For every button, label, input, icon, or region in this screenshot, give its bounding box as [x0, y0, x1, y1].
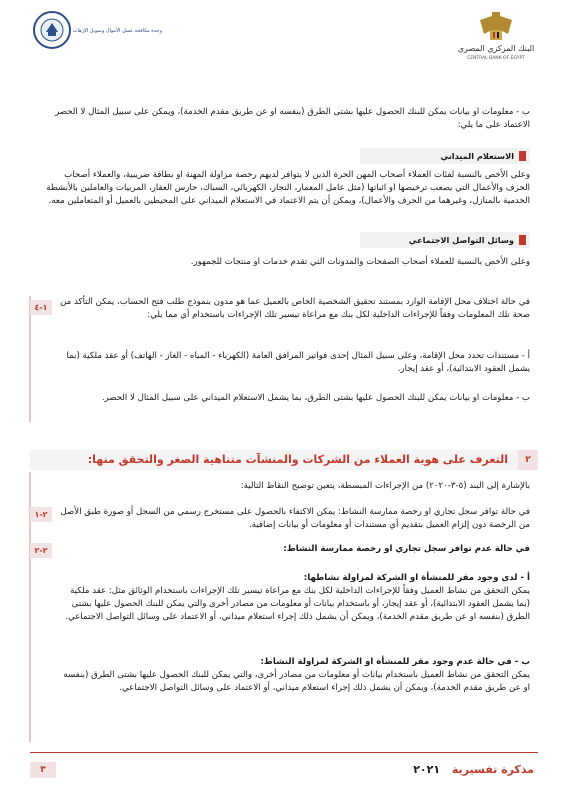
subheading-label: الاستعلام الميداني — [440, 151, 514, 161]
footer-rule — [30, 752, 538, 753]
unit-logo-text: وحدة مكافحة غسل الأموال وتمويل الإرهاب — [72, 28, 162, 34]
item-2-2-option-b-title: ب - في حالة عدم وجود مقر للمنشأة او الشركة لمزاولة النشاط: — [260, 657, 530, 667]
section-2-intro: بالإشارة إلى البند (٥-٣-٢٠٢٠) من الإجراءات المبسطة، يتعين توضيح النقاط التالية: — [240, 481, 530, 491]
subheading-marker — [519, 235, 526, 245]
footer-doc-title: مذكرة تفسيرية — [451, 763, 534, 776]
item-2-2-option-a-title: أ - لدى وجود مقر للمنشأة او الشركة لمزاولة نشاطها: — [303, 573, 530, 583]
page-number: ٣ — [30, 762, 56, 778]
footer-title — [413, 760, 534, 780]
block1-paragraph: ب - معلومات او بيانات يمكن للبنك الحصول عليها بشتى الطرق (بنفسه او عن طريق مقدم الخدمة)، ويمكن على سبيل المثال لا الحصر الاعتماد على ما يلي: — [55, 107, 530, 131]
item-2-2-number: ٢-٢ — [30, 543, 52, 558]
unit-logo — [32, 10, 72, 50]
bank-name-ar: البنك المركزي المصري — [457, 44, 535, 53]
eagle-emblem-icon — [456, 10, 536, 44]
social-media-paragraph: وعلى الأخص بالنسبة للعملاء أصحاب الصفحات والمدونات التي تقدم خدمات او منتجات للجمهور. — [190, 257, 530, 267]
item-1-4-option-b: ب - معلومات او بيانات يمكن للبنك الحصول عليها بشتى الطرق، بما يشمل الاستعلام الميداني على سبيل المثال لا الحصر. — [101, 393, 530, 403]
unit-seal-icon — [32, 10, 72, 50]
central-bank-logo — [456, 10, 536, 64]
item-2-2-option-b-paragraph: يمكن التحقق من نشاط العميل باستخدام بيانات أو معلومات من مصادر أخرى، والتي يمكن للبنك الحصول عليها بشتى الطرق (بنفسه او عن طريق مقدم الخدمة)، ويمكن أن يشمل ذلك إجراء استعلام ميداني، أو الاعتماد على وسائل التواصل الاجتماعي. — [63, 670, 530, 694]
item-2-2-option-a-paragraph: يمكن التحقق من نشاط العميل وفقاً للإجراءات الداخلية لكل بنك مع مراعاة تيسير تلك الإجراءات باستخدام الوثائق مثل: عقد ملكية (بما يشمل العقود الابتدائية)، أو عقد إيجار، أو باستخدام بيانات أو معلومات من مصادر أخرى والتي يمكن للبنك الحصول عليها بشتى الطرق (بنفسه او عن طريق مقدم الخدمة)، ويمكن أن يشمل ذلك إجراء استعلام ميداني، أو الاعتماد على وسائل التواصل الاجتماعي. — [65, 586, 530, 623]
subheading-field-inquiry — [360, 148, 530, 164]
section-2-number: ٢ — [518, 450, 538, 470]
footer-year: ٢٠٢١ — [413, 763, 441, 776]
item-1-4-number: ١-٤ — [30, 300, 52, 315]
item-1-4-paragraph: في حالة اختلاف محل الإقامة الوارد بمستند تحقيق الشخصية الخاص بالعميل عما هو مدون بنموذج طلب فتح الحساب، يمكن التأكد من صحة تلك المعلومات وفقاً للإجراءات الداخلية لكل بنك مع مراعاة تيسير تلك الإجراءات باستخدام أي مما يلي: — [60, 297, 530, 321]
item-2-1-paragraph: في حالة توافر سجل تجاري او رخصة ممارسة النشاط: يمكن الاكتفاء بالحصول على مستخرج رسمي من السجل أو صورة طبق الأصل من الرخصة دون إلزام العميل بتقديم أي مستندات أو معلومات أو بيانات إضافية. — [60, 507, 530, 531]
item-2-2-paragraph: في حالة عدم توافر سجل تجاري او رخصة ممارسة النشاط: — [283, 544, 530, 554]
item-1-4-option-a: أ - مستندات تحدد محل الإقامة، وعلى سبيل المثال إحدى فواتير المرافق العامة (الكهرباء - المياه - الغاز - الهاتف) أو عقد ملكية (بما يشمل العقود الابتدائية)، أو عقد إيجار. — [66, 351, 530, 375]
field-inquiry-paragraph: وعلى الأخص بالنسبة لفئات العملاء أصحاب المهن الحرة الذين لا يتوافر لديهم رخصة مزاولة المهنة او بطاقة ضريبية، والعملاء أصحاب الحرف والأعمال التي يصعب ترخيصها او اثباتها (مثل عامل المعمار، النجار، الكهربائي، السباك، حارس العقار، المربيات والعاملين بالأنشطة الخدمية بالمنازل، وغيرهما من الحرف والأعمال)، ويمكن أن يتم الاعتماد في الاستعلام الميداني على المحيطين بالعميل أو المتعاملين معه. — [46, 170, 530, 207]
subheading-label: وسائل التواصل الاجتماعي — [408, 235, 514, 245]
bank-name-en: CENTRAL BANK OF EGYPT — [467, 56, 525, 61]
item-2-1-number: ٢-١ — [30, 507, 52, 522]
subheading-marker — [519, 151, 526, 161]
section-2-title: التعرف على هوية العملاء من الشركات والمنشآت متناهية الصغر والتحقق منها: — [87, 453, 508, 466]
subheading-social-media — [360, 232, 530, 248]
section-2-header — [30, 450, 538, 470]
